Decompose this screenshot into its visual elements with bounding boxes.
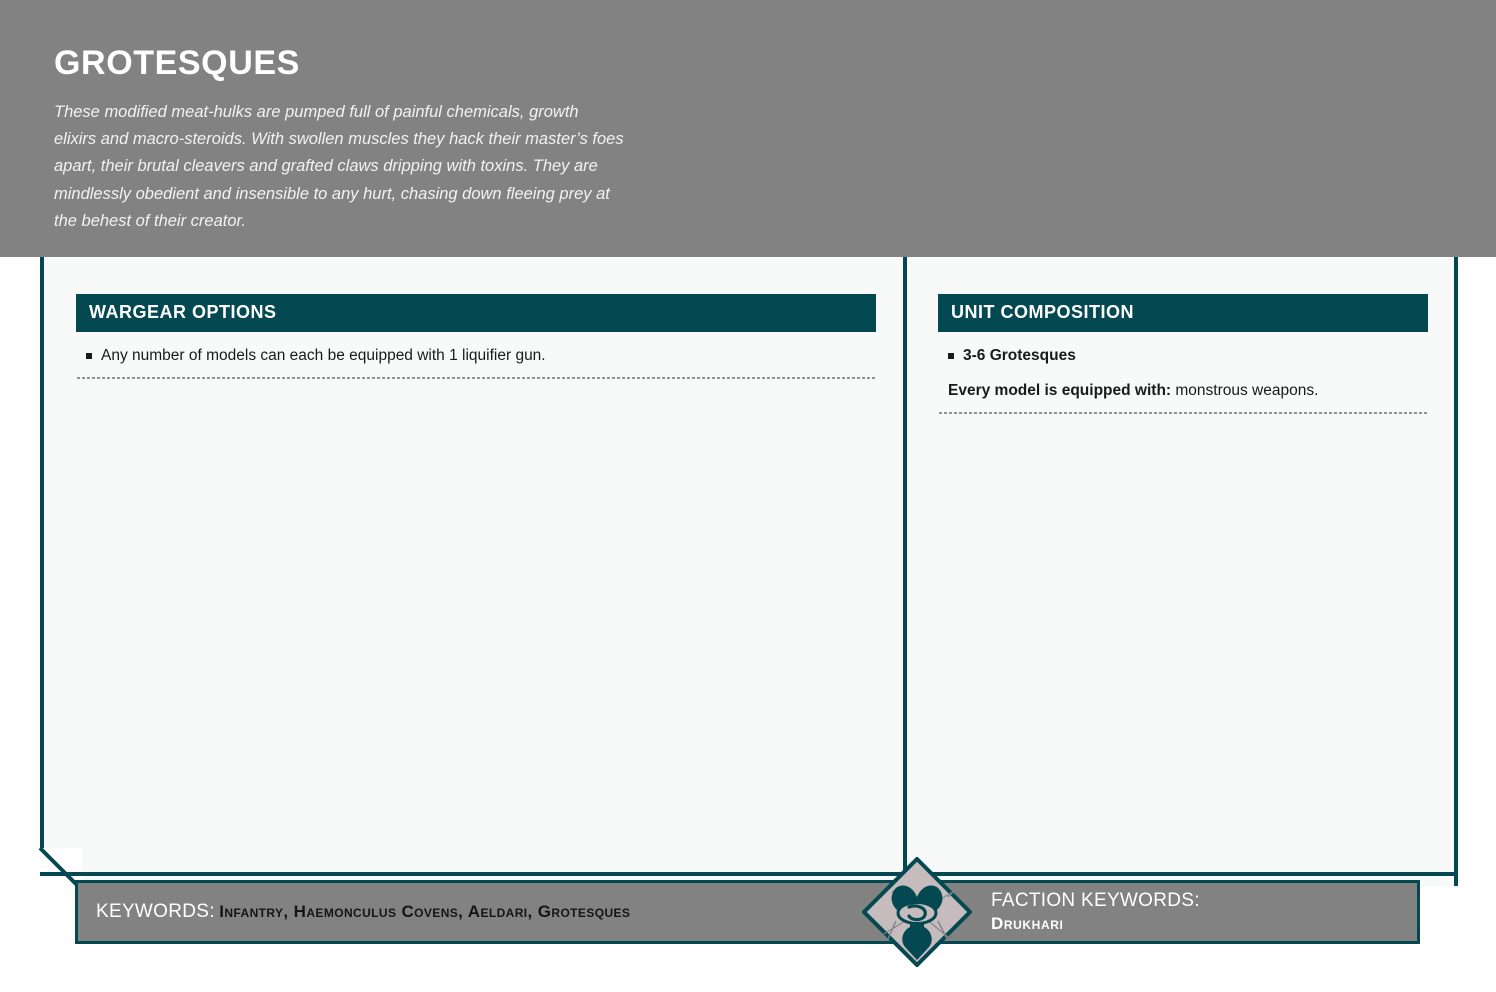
faction-keywords-label: FACTION KEYWORDS:	[991, 890, 1200, 911]
keywords-values: Infantry, Haemonculus Covens, Aeldari, Grotesques	[219, 902, 631, 921]
unit-composition-text: 3-6 Grotesques	[963, 347, 1076, 364]
unit-composition-dotted-divider	[938, 412, 1428, 414]
unit-composition-item	[938, 345, 1428, 366]
wargear-option-item	[76, 345, 876, 366]
unit-composition-section	[938, 294, 1428, 414]
footer-rule	[40, 872, 1458, 876]
drukhari-faction-icon	[862, 857, 972, 967]
equipped-with-label: Every model is equipped with:	[948, 382, 1172, 399]
equipped-with-value: monstrous weapons.	[1171, 382, 1319, 399]
keywords-group	[96, 901, 630, 923]
column-divider	[903, 257, 907, 874]
wargear-options-header: WARGEAR OPTIONS	[76, 294, 876, 332]
wargear-dotted-divider	[76, 377, 876, 379]
square-bullet-icon	[948, 353, 954, 359]
keywords-bar	[75, 880, 1420, 944]
unit-flavour-text: These modified meat-hulks are pumped full of painful chemicals, growth elixirs and macro-steroids. With swollen muscles they hack their master’s foes apart, their brutal cleavers and grafted claws dripping with toxins. They are mindlessly obedient and insensible to any hurt, chasing down fleeing prey at the behest of their creator.	[54, 103, 624, 230]
equipped-with-line	[938, 380, 1428, 401]
wargear-option-text: Any number of models can each be equipped with 1 liquifier gun.	[101, 347, 546, 364]
faction-keywords-group	[991, 889, 1200, 935]
square-bullet-icon	[86, 353, 92, 359]
keywords-label: KEYWORDS:	[96, 901, 215, 922]
wargear-options-section	[76, 294, 876, 379]
page-title: GROTESQUES	[54, 44, 300, 82]
faction-keywords-values: Drukhari	[991, 914, 1064, 933]
unit-composition-header: UNIT COMPOSITION	[938, 294, 1428, 332]
unit-header-band	[0, 0, 1496, 257]
